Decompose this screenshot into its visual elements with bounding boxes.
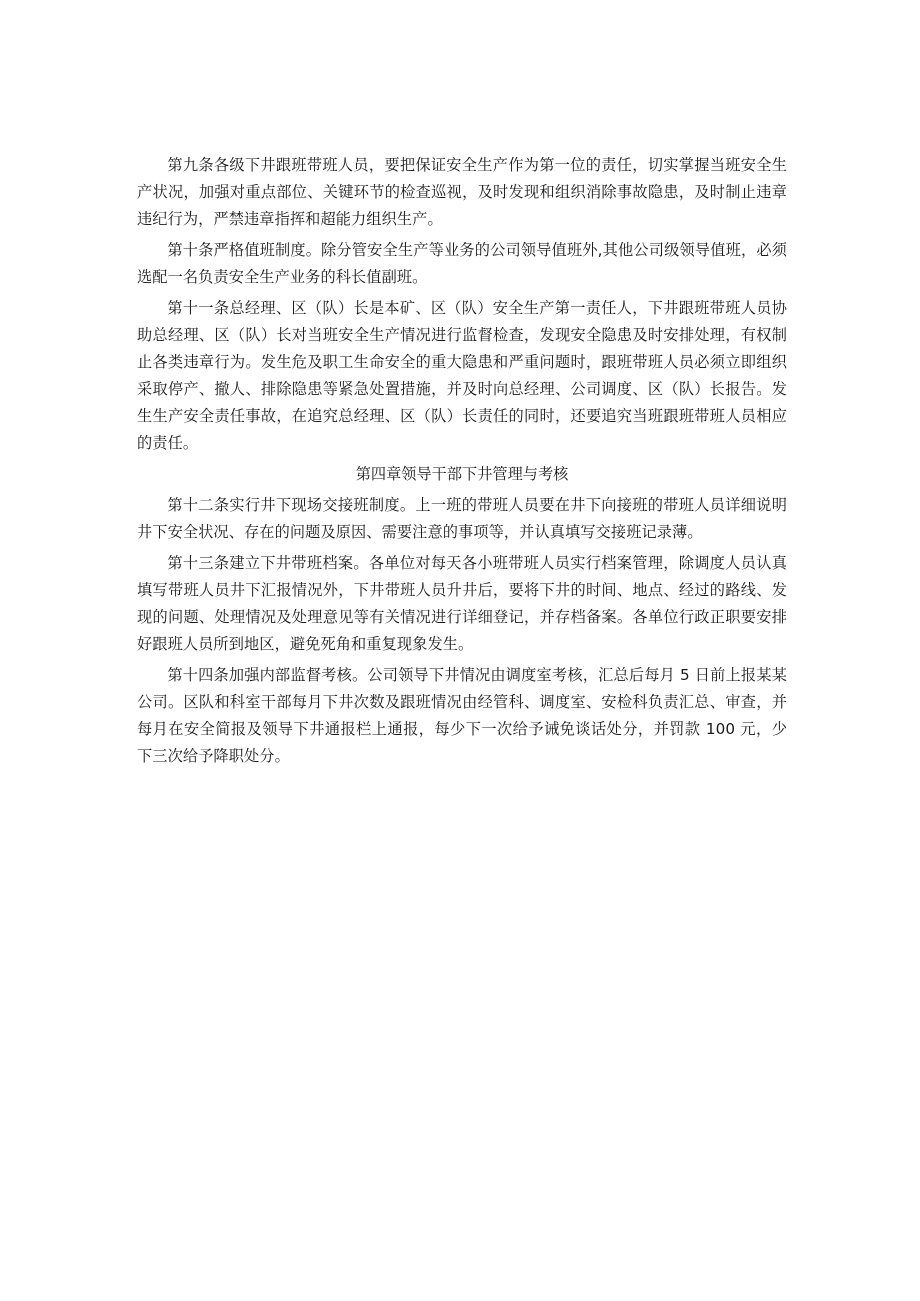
article-12-paragraph: 第十二条实行井下现场交接班制度。上一班的带班人员要在井下向接班的带班人员详细说明井下安全状况、存在的问题及原因、需要注意的事项等，并认真填写交接班记录薄。	[137, 496, 787, 541]
article-9-paragraph: 第九条各级下井跟班带班人员，要把保证安全生产作为第一位的责任，切实掌握当班安全生产状况，加强对重点部位、关键环节的检查巡视，及时发现和组织消除事故隐患，及时制止违章违纪行为，严禁违章指挥和超能力组织生产。	[137, 156, 787, 228]
chapter-4-title: 第四章领导干部下井管理与考核	[355, 465, 569, 483]
article-11-paragraph: 第十一条总经理、区（队）长是本矿、区（队）安全生产第一责任人，下井跟班带班人员协助总经理、区（队）长对当班安全生产情况进行监督检查，发现安全隐患及时安排处理，有权制止各类违章行为。发生危及职工生命安全的重大隐患和严重问题时，跟班带班人员必须立即组织采取停产、撤人、排除隐患等紧急处置措施，并及时向总经理、公司调度、区（队）长报告。发生生产安全责任事故，在追究总经理、区（队）长责任的同时，还要追究当班跟班带班人员相应的责任。	[137, 299, 787, 452]
article-10-paragraph: 第十条严格值班制度。除分管安全生产等业务的公司领导值班外,其他公司级领导值班，必须选配一名负责安全生产业务的科长值副班。	[137, 241, 787, 286]
article-13-paragraph: 第十三条建立下井带班档案。各单位对每天各小班带班人员实行档案管理，除调度人员认真填写带班人员井下汇报情况外，下井带班人员升井后，要将下井的时间、地点、经过的路线、发现的问题、处理情况及处理意见等有关情况进行详细登记，并存档备案。各单位行政正职要安排好跟班人员所到地区，避免死角和重复现象发生。	[137, 554, 787, 653]
article-14-paragraph: 第十四条加强内部监督考核。公司领导下井情况由调度室考核，汇总后每月 5 日前上报某某公司。区队和科室干部每月下井次数及跟班情况由经管科、调度室、安检科负责汇总、审查，并每月在安全简报及领导下井通报栏上通报，每少下一次给予诫免谈话处分，并罚款 100 元，少下三次给予降职处分。	[137, 666, 787, 765]
document-page	[137, 152, 787, 774]
